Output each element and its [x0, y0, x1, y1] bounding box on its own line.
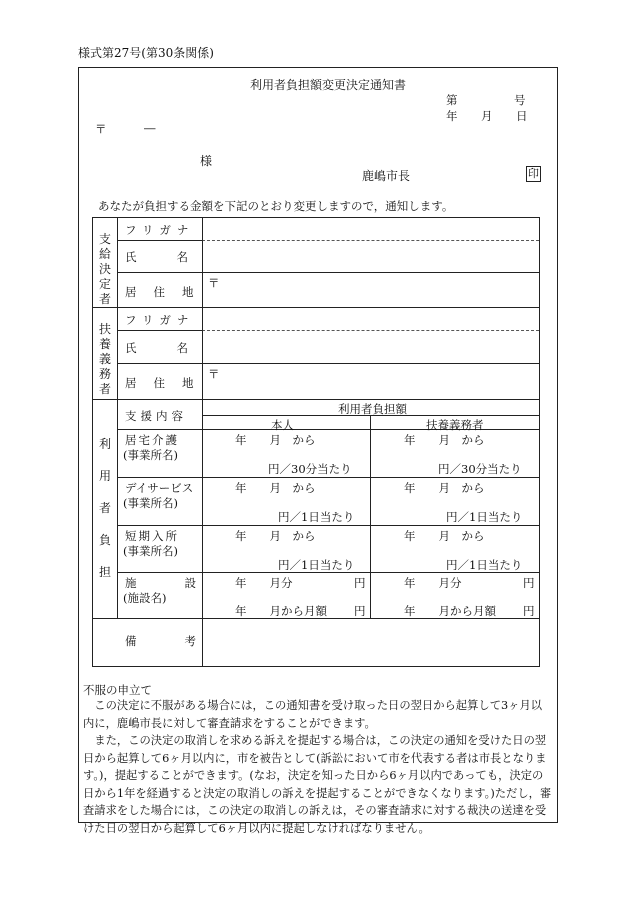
- service-label-facility: 施設: [125, 576, 244, 590]
- date-day: 日: [516, 109, 528, 123]
- burden-amount-header: 利用者負担額: [338, 402, 407, 416]
- supporter-address-label: 居住地: [125, 376, 211, 390]
- service-label-short-stay: 短期入所: [125, 529, 179, 543]
- supporter-facility-yen: 円: [523, 576, 535, 590]
- service-sublabel-day-service: (事業所名): [123, 496, 178, 510]
- self-facility-month: 年 月分: [235, 576, 293, 590]
- self-header: 本人: [271, 418, 294, 432]
- supporter-header: 扶養義務者: [426, 418, 484, 432]
- self-rate: 円／30分当たり: [268, 462, 352, 476]
- self-facility-monthly-yen: 円: [354, 604, 366, 618]
- service-sublabel-facility: (施設名): [123, 591, 167, 605]
- support-content-header: 支援内容: [125, 409, 187, 423]
- appeal-title: 不服の申立て: [83, 683, 152, 697]
- postal-mark: 〒: [95, 122, 107, 136]
- date-month: 月: [481, 109, 493, 123]
- remarks-label: 備考: [125, 634, 244, 648]
- supporter-furigana-label: フリガナ: [125, 313, 195, 327]
- document-title: 利用者負担額変更決定通知書: [250, 78, 407, 92]
- recipient-furigana-label: フリガナ: [125, 223, 195, 237]
- self-from-date: 年 月 から: [235, 529, 316, 543]
- service-sublabel-home-care: (事業所名): [123, 448, 178, 462]
- recipient-name-label: 氏名: [125, 250, 228, 264]
- supporter-facility-month: 年 月分: [404, 576, 462, 590]
- supporter-name-label: 氏名: [125, 341, 228, 355]
- self-from-date: 年 月 から: [235, 433, 316, 447]
- self-facility-yen: 円: [354, 576, 366, 590]
- appeal-paragraph-1: この決定に不服がある場合には，この通知書を受け取った日の翌日から起算して3ヶ月以内に，鹿嶋市長に対して審査請求をすることができます。: [83, 699, 543, 730]
- burden-table: [92, 217, 540, 667]
- appeal-paragraph-2: また，この決定の取消しを求める訴えを提起する場合は，この決定の通知を受けた日の翌日から起算して6ヶ月以内に，市を被告として(訴訟において市を代表する者は市長となります。)，提起することができます。(なお，決定を知った日から6ヶ月以内であっても，決定の日から1年を経過すると決定の取消しの訴えを提起することができなくなります。)ただし，審査請求をした場合には，この決定の取消しの訴えは，その審査請求に対する裁決の送達を受けた日の翌日から起算して6ヶ月以内に提起しなければなりません。: [83, 734, 552, 835]
- self-facility-monthly: 年 月から月額: [235, 604, 327, 618]
- section-supporter-label: 扶養義務者: [98, 322, 111, 396]
- self-from-date: 年 月 から: [235, 481, 316, 495]
- postal-dash: ―: [144, 121, 156, 135]
- self-rate: 円／1日当たり: [278, 510, 355, 524]
- recipient-suffix: 様: [200, 154, 213, 168]
- section-burden-label: 利用者負担: [98, 437, 111, 579]
- supporter-from-date: 年 月 から: [404, 433, 485, 447]
- self-rate: 円／1日当たり: [278, 558, 355, 572]
- supporter-rate: 円／1日当たり: [446, 510, 523, 524]
- supporter-rate: 円／1日当たり: [446, 558, 523, 572]
- intro-text: あなたが負担する金額を下記のとおり変更しますので，通知します。: [98, 199, 454, 213]
- supporter-from-date: 年 月 から: [404, 481, 485, 495]
- issuer: 鹿嶋市長: [362, 169, 411, 183]
- form-label: 様式第27号(第30条関係): [78, 46, 214, 60]
- supporter-facility-monthly: 年 月から月額: [404, 604, 496, 618]
- supporter-from-date: 年 月 から: [404, 529, 485, 543]
- section-recipient-label: 支給決定者: [98, 232, 111, 306]
- number-prefix: 第: [446, 93, 458, 107]
- service-label-home-care: 居宅介護: [125, 433, 179, 447]
- supporter-rate: 円／30分当たり: [438, 462, 522, 476]
- service-label-day-service: デイサービス: [125, 481, 194, 495]
- supporter-postal-mark: 〒: [208, 367, 220, 381]
- recipient-postal-mark: 〒: [208, 276, 220, 290]
- recipient-address-label: 居住地: [125, 285, 211, 299]
- seal-mark: 印: [528, 167, 539, 180]
- number-suffix: 号: [514, 93, 526, 107]
- service-sublabel-short-stay: (事業所名): [123, 544, 178, 558]
- supporter-facility-monthly-yen: 円: [523, 604, 535, 618]
- date-year: 年: [446, 109, 458, 123]
